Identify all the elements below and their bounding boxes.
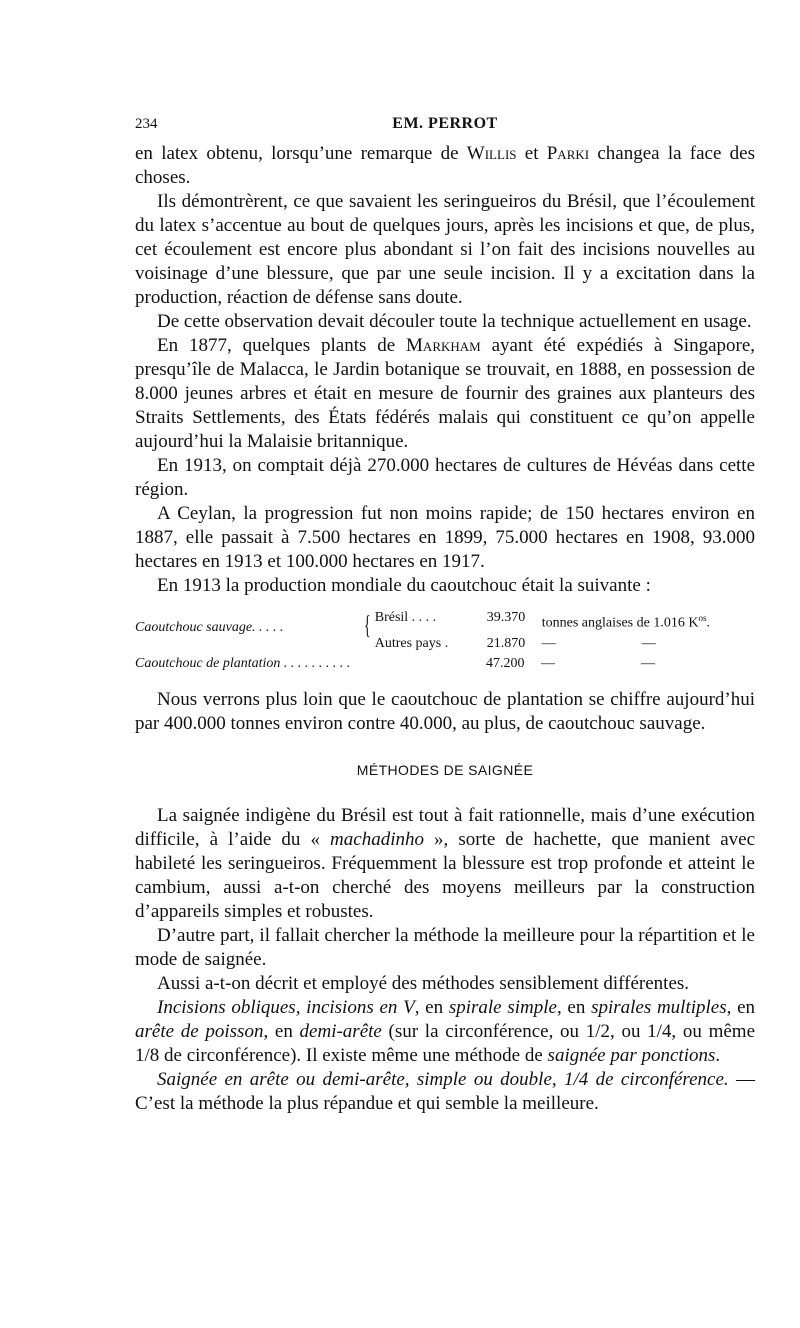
row-label: Caoutchouc sauvage. . . . . xyxy=(135,620,284,635)
row-label: Caoutchouc de plantation . . . . . . . . . . xyxy=(135,655,351,671)
paragraph-4: En 1877, quelques plants de Markham ayant été expédiés à Singapore, presqu’île de Malacca, le Jardin botanique se trouvait, en 1888, en possession de 8.000 jeunes arbres et était en mesure de fournir des graines aux planteurs des Straits Settlements, des États fédérés malais qui constituent ce qu’on appelle aujourd’hui la Malaisie britannique. xyxy=(135,335,756,452)
section-title: MÉTHODES DE SAIGNÉE xyxy=(356,761,534,778)
table-row: Caoutchouc de plantation . . . . . . . . . . 47.200 — — xyxy=(135,654,755,674)
paragraph-5: En 1913, on comptait déjà 270.000 hectares de cultures de Hévéas dans cette région. xyxy=(135,455,755,500)
running-head xyxy=(135,112,755,142)
paragraph-12: Incisions obliques, incisions en V, en spirale simple, en spirales multiples, en arête de poisson, en demi-arête (sur la circonférence, ou 1/2, ou 1/4, ou même 1/8 de circonférence). Il existe même une méthode de saignée par ponctions. xyxy=(135,996,756,1066)
paragraph-10: D’autre part, il fallait chercher la méthode la meilleure pour la répartition et le mode de saignée. xyxy=(135,924,755,970)
running-title: EM. PERROT xyxy=(392,115,498,132)
paragraph-3: De cette observation devait découler toute la technique actuellement en usage. xyxy=(157,311,752,332)
paragraph-11: Aussi a-t-on décrit et employé des méthodes sensiblement différentes. xyxy=(157,972,690,994)
paragraph-2: Ils démontrèrent, ce que savaient les seringueiros du Brésil, que l’écoulement du latex s’accentue au bout de quelques jours, après les incisions et que, de plus, cet écoulement est encore plus abondant si l’on fait des incisions nouvelles au voisinage d’une blessure, que par une seule incision. Il y a excitation dans la production, réaction de défense sans doute. xyxy=(135,191,755,308)
paragraph-6: A Ceylan, la progression fut non moins rapide; de 150 hectares environ en 1887, elle passait à 7.500 hectares en 1899, 75.000 hectares en 1908, 93.000 hectares en 1913 et 100.000 hectares en 1917. xyxy=(135,503,755,572)
paragraph-13: Saignée en arête ou demi-arête, simple ou double, 1/4 de circonférence. — C’est la méthode la plus répandue et qui semble la meilleure. xyxy=(135,1068,755,1114)
production-table xyxy=(135,608,755,674)
paragraph-7: En 1913 la production mondiale du caoutchouc était la suivante : xyxy=(157,575,651,596)
table-row: Brésil . . . . 39.370 tonnes anglaises de 1.016 $K^{os}$. xyxy=(374,610,710,631)
paragraph-8: Nous verrons plus loin que le caoutchouc de plantation se chiffre aujourd’hui par 400.000 tonnes environ contre 40.000, au plus, de caoutchouc sauvage. xyxy=(135,688,755,734)
page xyxy=(135,112,755,1116)
brace: { xyxy=(364,612,371,642)
paragraph-1: en latex obtenu, lorsqu’une remarque de Willis et Parki changea la face des choses. xyxy=(135,143,756,188)
page-number: 234 xyxy=(135,116,158,132)
table-row xyxy=(135,608,755,654)
table-row: Autres pays . 21.870 — — xyxy=(374,635,656,651)
paragraph-9: La saignée indigène du Brésil est tout à fait rationnelle, mais d’une exécution difficile, à l’aide du « machadinho », sorte de hachette, que manient avec habileté les seringueiros. Fréquemment la blessure est trop profonde et atteint le cambium, aussi a-t-on cherché des moyens meilleurs par la construction d’appareils simples et robustes. xyxy=(135,804,756,922)
